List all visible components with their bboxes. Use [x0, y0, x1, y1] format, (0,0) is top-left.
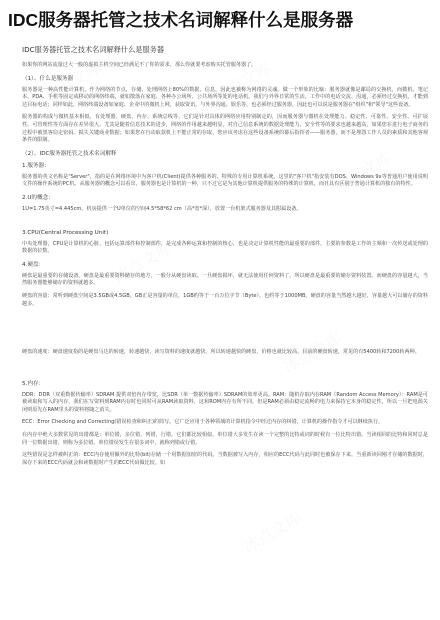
paragraph: 中央处理器，CPU是计算机的心脏，包括运算部件和控制部件，是完成各种运算和控制的核心，也是决定计算机性能的最重要的部件。主要的参数是工作的主频和一次传送或处理的数据的位数。 [22, 240, 428, 255]
page-subtitle: IDC服务器托管之技术名词解释什么是服务器 [22, 45, 165, 54]
section-heading: （2）、IDC服务器托管之技术名词解释 [22, 150, 117, 157]
spacer [22, 331, 428, 349]
section-heading: 5.内存： [22, 380, 45, 387]
section-heading: 1.服务器： [22, 162, 50, 169]
section-heading: （1）、什么是服务器 [22, 75, 74, 82]
paragraph: 如果你的网站流量过大一般的虚拟主机空间已经满足不了你的需求，那么你就要考虑购买托管服务器了。 [22, 62, 257, 68]
paragraph: 硬盘的容量：常听到硬盘空间是3.5GB或4.5GB。GB正是容量的单位，1GB约等于一百万位字节（Byte），也约等于1000MB。硬盘的容量当然越大越好，容量越大可以储存的资料越多。 [22, 292, 428, 307]
paragraph: 这些错误是怎样被纠正的：ECC内存使用额外的比特(bit)存储一个用数据加密的代码。当数据被写入内存，相应的ECC代码与此同时也被保存下来。当重新读回刚才存储的数据时，保存下来的ECC代码就会和读数据时产生的ECC代码做比较。如 [22, 452, 428, 466]
paragraph: DDR：DDR（双重数据传输率）SDRAM 提供双倍内存带宽，比SDR（单一数据传输率）SDRAM的效率更高。RAM：随机存取内存RAM（Random Access Memory）：RAM是可被读取和写入的内存，我们在写资料到RAM内存时也同时可从RAM读取资料，这和ROM内存有所不同。但是RAM必须由稳定流畅的电力来保持它本身的稳定性，所以一旦把电源关闭则原先在RAM里头的资料将随之消失。 [22, 391, 428, 413]
paragraph: 服务器的构成与微机基本相似，有处理器、硬盘、内存、系统总线等，它们是针对具体的网络应用特别制定的，因而服务器与微机在处理能力、稳定性、可靠性、安全性、可扩展性、可管理性等方面存在差异很大。尤其是随着信息技术的进步，网络的作用越来越明显，对自己信息系统的数据处理能力、安全性等的要求也越来越高，如果您在进行电子商务的过程中被黑客窃走密码、损失关键商业数据；如果您在自动取款机上不能正常的存取，您应该考虑在这些设备系统的幕后指挥者——服务器，而不是埋怨工作人员的素质和其他客观条件的限制。 [22, 114, 428, 144]
spacer [22, 362, 428, 380]
section-heading: 2.U的概念： [22, 194, 54, 201]
spacer [22, 313, 428, 331]
paragraph: 1U=1.75英寸=4.445cm。机房提供一个U单位的空间4.5*58*62 cm（高*宽*深），放置一台机架式服务器及其附属设备。 [22, 205, 302, 212]
page-title: IDC服务器托管之技术名词解释什么是服务器 [8, 10, 354, 30]
section-heading: 3.CPU(Central Processing Unit) [22, 229, 109, 236]
paragraph: 服务器是一种高性能计算机，作为网络的节点，存储、处理网络上80%的数据、信息，因此也被称为网络的灵魂。做一个形象的比喻：服务器就像是邮局的交换机，而微机、笔记本、PDA、手机等固定或移动的网络终端，就如散落在家庭、各种办公场所、公共场所等处的电话机。我们与外界日常的生活、工作中的电话交流、沟通，必须经过交换机，才能到达目标电话；同样如此，网络终端设备如家庭、企业中的微机上网，获取资讯，与外界沟通、娱乐等，也必须经过服务器，因此也可以说是服务器在"组织"和"领导"这些设备。 [22, 86, 428, 108]
watermark-text [239, 506, 306, 558]
paragraph: 在内存中绝大多数常见的出错都是：单位错，多位错，列错，行错。它们都比较相似。单位错大多发生在读一个完整的比特或词的时候有一位比特出错。当读相同的比特和同时总是同一位数据出错，则称为多位错。单位错误发生在很多词中，就称列错或行错。 [22, 432, 428, 446]
paragraph: 硬盘是最重要的存储设备。硬盘是最重要资料储存的地方，一般分从硬盘读取。一旦硬盘损坏，就无法使用任何资料了，所以硬盘是最重要的储存资料装置。而硬盘的容量越大，当然服务器能够储存的资料就越多。 [22, 272, 428, 287]
paragraph: ECC：Error Checking and Correcting(错误检查和纠正)的简写。它广泛应用于各种领域的计算机指令中经过内存的纠错，计算机的操作指令才可以继续执行。 [22, 419, 384, 426]
section-heading: 4.硬盘： [22, 261, 45, 268]
paragraph: 硬盘的速度：硬盘速度指的是硬盘马达的转速，转速越快，读写资料的速度就越快。所以转速越快的硬盘，价格也就比较高。目前的硬盘转速，常见的有5400转和7200转两种。 [22, 349, 420, 356]
spacer [22, 219, 428, 229]
paragraph: 服务器的英文名称是"Server"，指的是在网络环境中为客户机(Client)提供各种服务的、特殊的专用计算机系统。这里的"客户机"指安装有DOS、Windows 9x等普通用户使用说明文件的操作系统的PC机。从服务器的概念可以看出，服务器也是计算机的一种，只不过它是为其他计算机提供服务的特殊的计算机，而且具有区别于普通计算机的独有的特性。 [22, 173, 428, 188]
document-body [22, 62, 428, 472]
